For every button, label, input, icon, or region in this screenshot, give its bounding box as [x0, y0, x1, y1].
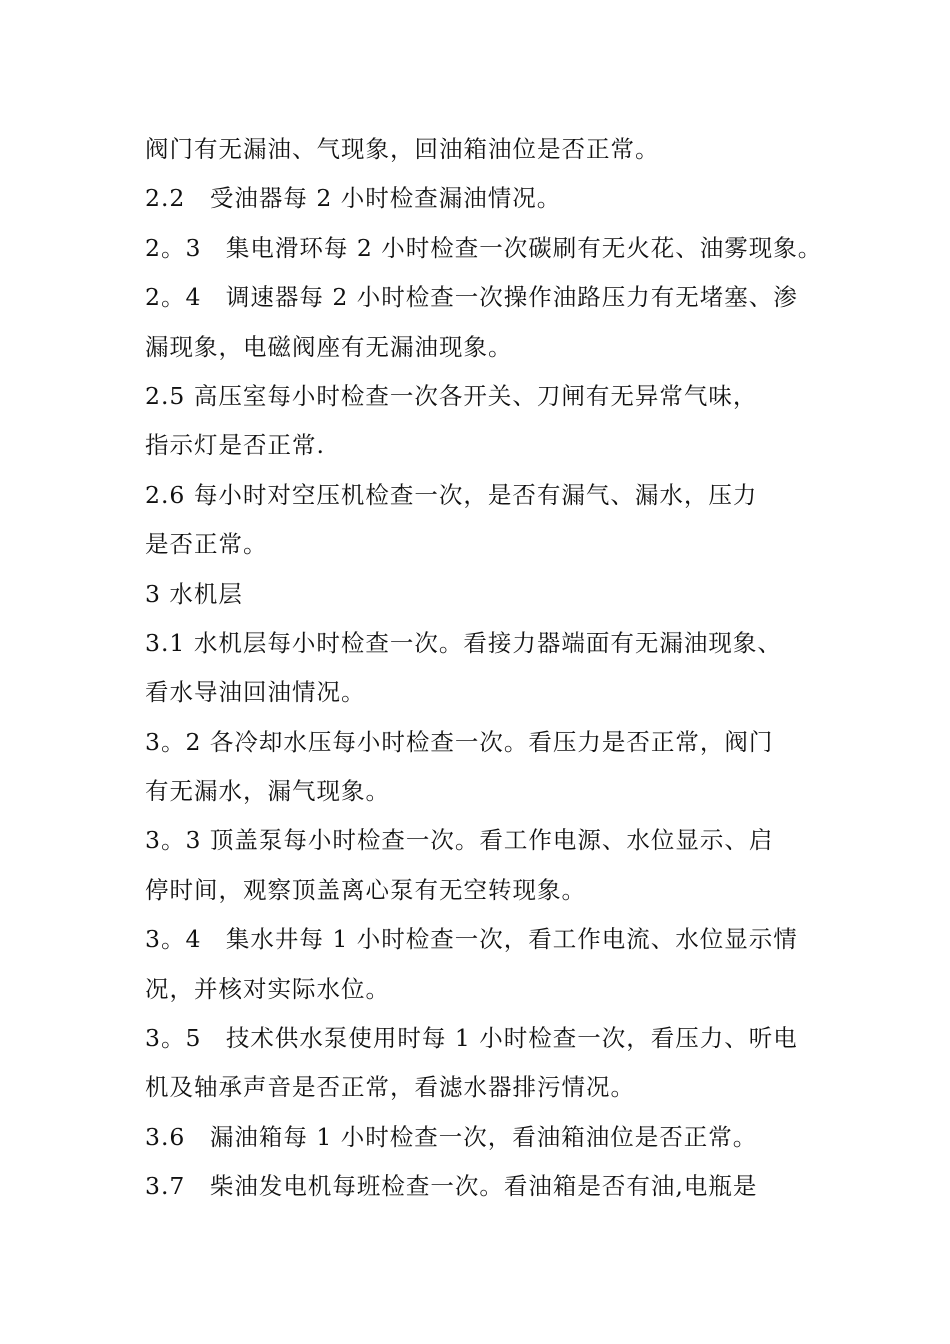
text-line: 停时间，观察顶盖离心泵有无空转现象。 [145, 875, 586, 904]
text-line: 指示灯是否正常. [145, 431, 325, 460]
document-body [145, 130, 835, 1217]
text-line: 3.6 漏油箱每 1 小时检查一次，看油箱油位是否正常。 [145, 1122, 758, 1151]
text-line: 2.5 高压室每小时检查一次各开关、刀闸有无异常气味， [145, 381, 758, 410]
text-line: 机及轴承声音是否正常，看滤水器排污情况。 [145, 1073, 635, 1102]
text-line: 阀门有无漏油、气现象，回油箱油位是否正常。 [145, 135, 660, 163]
section-heading: 3 水机层 [145, 579, 243, 608]
text-line: 况，并核对实际水位。 [145, 974, 390, 1003]
text-line: 2。4 调速器每 2 小时检查一次操作油路压力有无堵塞、渗 [145, 283, 798, 312]
text-line: 是否正常。 [145, 530, 268, 559]
text-line: 2.6 每小时对空压机检查一次，是否有漏气、漏水，压力 [145, 480, 758, 509]
text-line: 有无漏水，漏气现象。 [145, 777, 390, 806]
text-line: 3。2 各冷却水压每小时检查一次。看压力是否正常，阀门 [145, 727, 774, 756]
text-line: 3。4 集水井每 1 小时检查一次，看工作电流、水位显示情 [145, 925, 798, 954]
text-line: 3.1 水机层每小时检查一次。看接力器端面有无漏油现象、 [145, 628, 782, 657]
text-line: 3。5 技术供水泵使用时每 1 小时检查一次，看压力、听电 [145, 1024, 798, 1053]
text-line: 漏现象，电磁阀座有无漏油现象。 [145, 332, 513, 361]
text-line: 3.7 柴油发电机每班检查一次。看油箱是否有油,电瓶是 [145, 1172, 758, 1201]
text-line: 2.2 受油器每 2 小时检查漏油情况。 [145, 184, 562, 213]
text-line: 2。3 集电滑环每 2 小时检查一次碳刷有无火花、油雾现象。 [145, 233, 823, 262]
text-line: 3。3 顶盖泵每小时检查一次。看工作电源、水位显示、启 [145, 826, 774, 855]
text-line: 看水导油回油情况。 [145, 678, 366, 707]
